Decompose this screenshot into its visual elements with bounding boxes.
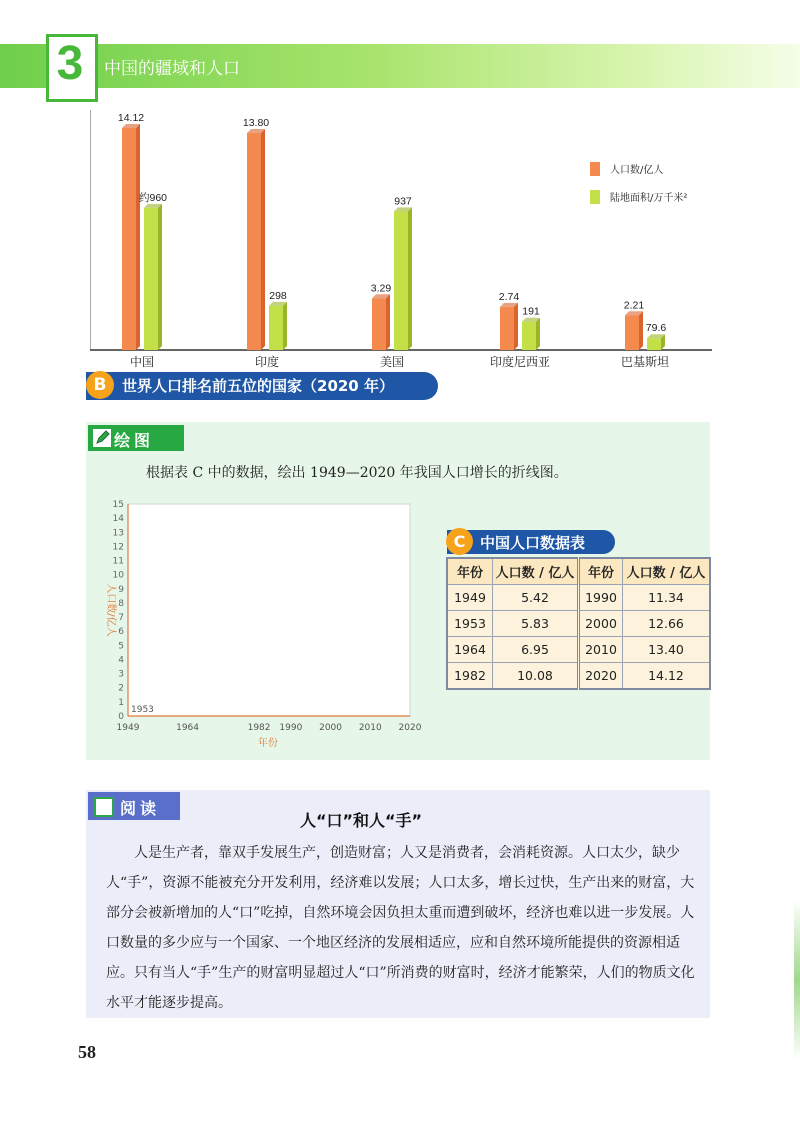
plot-x-label: 年份: [258, 738, 278, 748]
category-label: 印度: [254, 355, 280, 369]
data-label: 79.6: [645, 322, 667, 335]
legend-label: 人口数/亿人: [610, 165, 664, 176]
table-row: [447, 663, 710, 690]
table-cell: 2000: [579, 611, 623, 637]
x-tick-label: 2020: [398, 723, 422, 733]
y-tick-label: 1: [118, 697, 124, 708]
legend-label: 陆地面积/万千米²: [610, 193, 688, 204]
area-bar: [269, 306, 283, 350]
chapter-title: 中国的疆域和人口: [104, 59, 240, 79]
data-label: 298: [269, 289, 287, 302]
data-label: 2.21: [623, 299, 645, 312]
y-tick-label: 6: [118, 627, 124, 638]
table-cell: 1949: [447, 585, 493, 611]
population-bar-side: [386, 294, 390, 350]
y-tick-label: 0: [118, 712, 124, 722]
table-c-label: C: [446, 528, 473, 555]
y-tick-label: 4: [118, 655, 124, 666]
data-label: 937: [394, 195, 412, 208]
table-row: [447, 611, 710, 637]
plot-grid-area: [128, 504, 410, 716]
y-tick-label: 14: [112, 514, 124, 525]
population-bar: [122, 128, 136, 350]
table-cell: 12.66: [623, 611, 711, 637]
header-year: 年份: [447, 558, 493, 585]
header-year-2: 年份: [579, 558, 623, 585]
population-bar: [500, 307, 514, 350]
area-bar: [394, 211, 408, 350]
category-label: 印度尼西亚: [489, 355, 551, 369]
area-bar-side: [158, 204, 162, 350]
population-data-table: [446, 557, 711, 690]
legend-swatch: [590, 162, 600, 176]
y-tick-label: 8: [118, 598, 124, 609]
table-cell: 5.42: [493, 585, 579, 611]
book-icon: [94, 797, 114, 817]
data-label: 2.74: [498, 290, 520, 303]
table-header-row: [447, 558, 710, 585]
figure-b-label: B: [86, 371, 114, 399]
legend-swatch: [590, 190, 600, 204]
data-label: 14.12: [117, 112, 145, 124]
table-cell: 6.95: [493, 637, 579, 663]
table-cell: 2020: [579, 663, 623, 690]
header-population-2: 人口数 / 亿人: [623, 558, 711, 585]
category-label: 巴基斯坦: [620, 355, 670, 369]
figure-b-caption: 世界人口排名前五位的国家（2020 年）: [122, 377, 394, 395]
table-cell: 14.12: [623, 663, 711, 690]
data-label: 约960: [138, 191, 168, 204]
population-bar: [247, 133, 261, 350]
data-label: 191: [522, 305, 540, 318]
table-row: [447, 585, 710, 611]
table-cell: 11.34: [623, 585, 711, 611]
x-tick-label: 1982: [247, 723, 271, 733]
y-tick-label: 11: [112, 556, 124, 567]
population-area-bar-chart: [90, 110, 720, 372]
y-tick-label: 10: [112, 570, 124, 581]
area-bar-side: [408, 207, 412, 350]
chapter-number: 3: [56, 37, 84, 90]
table-cell: 1982: [447, 663, 493, 690]
pencil-icon: [92, 428, 112, 448]
y-tick-label: 15: [112, 500, 124, 510]
table-cell: 1964: [447, 637, 493, 663]
plot-y-label: 人口数/亿人: [105, 583, 116, 637]
page-number: 58: [78, 1042, 96, 1062]
y-tick-label: 2: [118, 683, 124, 694]
population-bar-side: [136, 124, 140, 350]
area-bar: [522, 322, 536, 350]
population-bar-side: [514, 303, 518, 350]
x-tick-label: 2010: [358, 723, 382, 733]
table-row: [447, 637, 710, 663]
table-cell: 2010: [579, 637, 623, 663]
header-population: 人口数 / 亿人: [493, 558, 579, 585]
drawing-instruction: 根据表 C 中的数据，绘出 1949—2020 年我国人口增长的折线图。: [146, 465, 568, 481]
x-tick-label: 2000: [319, 723, 343, 733]
data-label: 3.29: [370, 282, 392, 295]
plot-annotation: 1953: [131, 705, 154, 715]
table-c-caption: 中国人口数据表: [480, 534, 586, 552]
reading-body: 人是生产者，靠双手发展生产，创造财富；人又是消费者，会消耗资源。人口太少，缺少人“手”，资源不能被充分开发利用，经济难以发展；人口太多，增长过快，生产出来的财富，大部分会被新增加的人“口”吃掉，自然环境会因负担太重而遭到破坏，经济也难以进一步发展。人口数量的多少应与一个国家、一个地区经济的发展相适应，应和自然环境所能提供的资源相适应。只有当人“手”生产的财富明显超过人“口”所消费的财富时，经济才能繁荣，人们的物质文化水平才能逐步提高。: [106, 845, 695, 1011]
y-tick-label: 12: [112, 542, 124, 553]
population-bar-side: [639, 311, 643, 350]
reading-title: 人“口”和人“手”: [300, 811, 423, 830]
population-bar-side: [261, 129, 265, 350]
area-bar: [144, 208, 158, 350]
blank-line-chart-grid[interactable]: [100, 496, 430, 748]
reading-tag-label: 阅读: [120, 799, 161, 818]
table-cell: 13.40: [623, 637, 711, 663]
population-bar: [372, 298, 386, 350]
table-cell: 10.08: [493, 663, 579, 690]
table-cell: 1953: [447, 611, 493, 637]
drawing-tag-label: 绘图: [114, 431, 155, 450]
y-tick-label: 9: [118, 584, 124, 595]
x-tick-label: 1990: [279, 723, 303, 733]
area-bar-side: [536, 318, 540, 350]
page-edge-decoration: [794, 900, 800, 1060]
area-bar: [647, 338, 661, 350]
area-bar-side: [283, 302, 287, 350]
category-label: 美国: [379, 355, 405, 369]
data-label: 13.80: [242, 117, 270, 130]
y-tick-label: 3: [118, 669, 124, 680]
population-bar: [625, 315, 639, 350]
y-tick-label: 13: [112, 528, 124, 539]
y-tick-label: 7: [118, 613, 124, 624]
table-cell: 5.83: [493, 611, 579, 637]
category-label: 中国: [129, 355, 155, 369]
x-tick-label: 1964: [176, 723, 200, 733]
x-tick-label: 1949: [116, 723, 140, 733]
y-tick-label: 5: [118, 641, 124, 652]
table-cell: 1990: [579, 585, 623, 611]
